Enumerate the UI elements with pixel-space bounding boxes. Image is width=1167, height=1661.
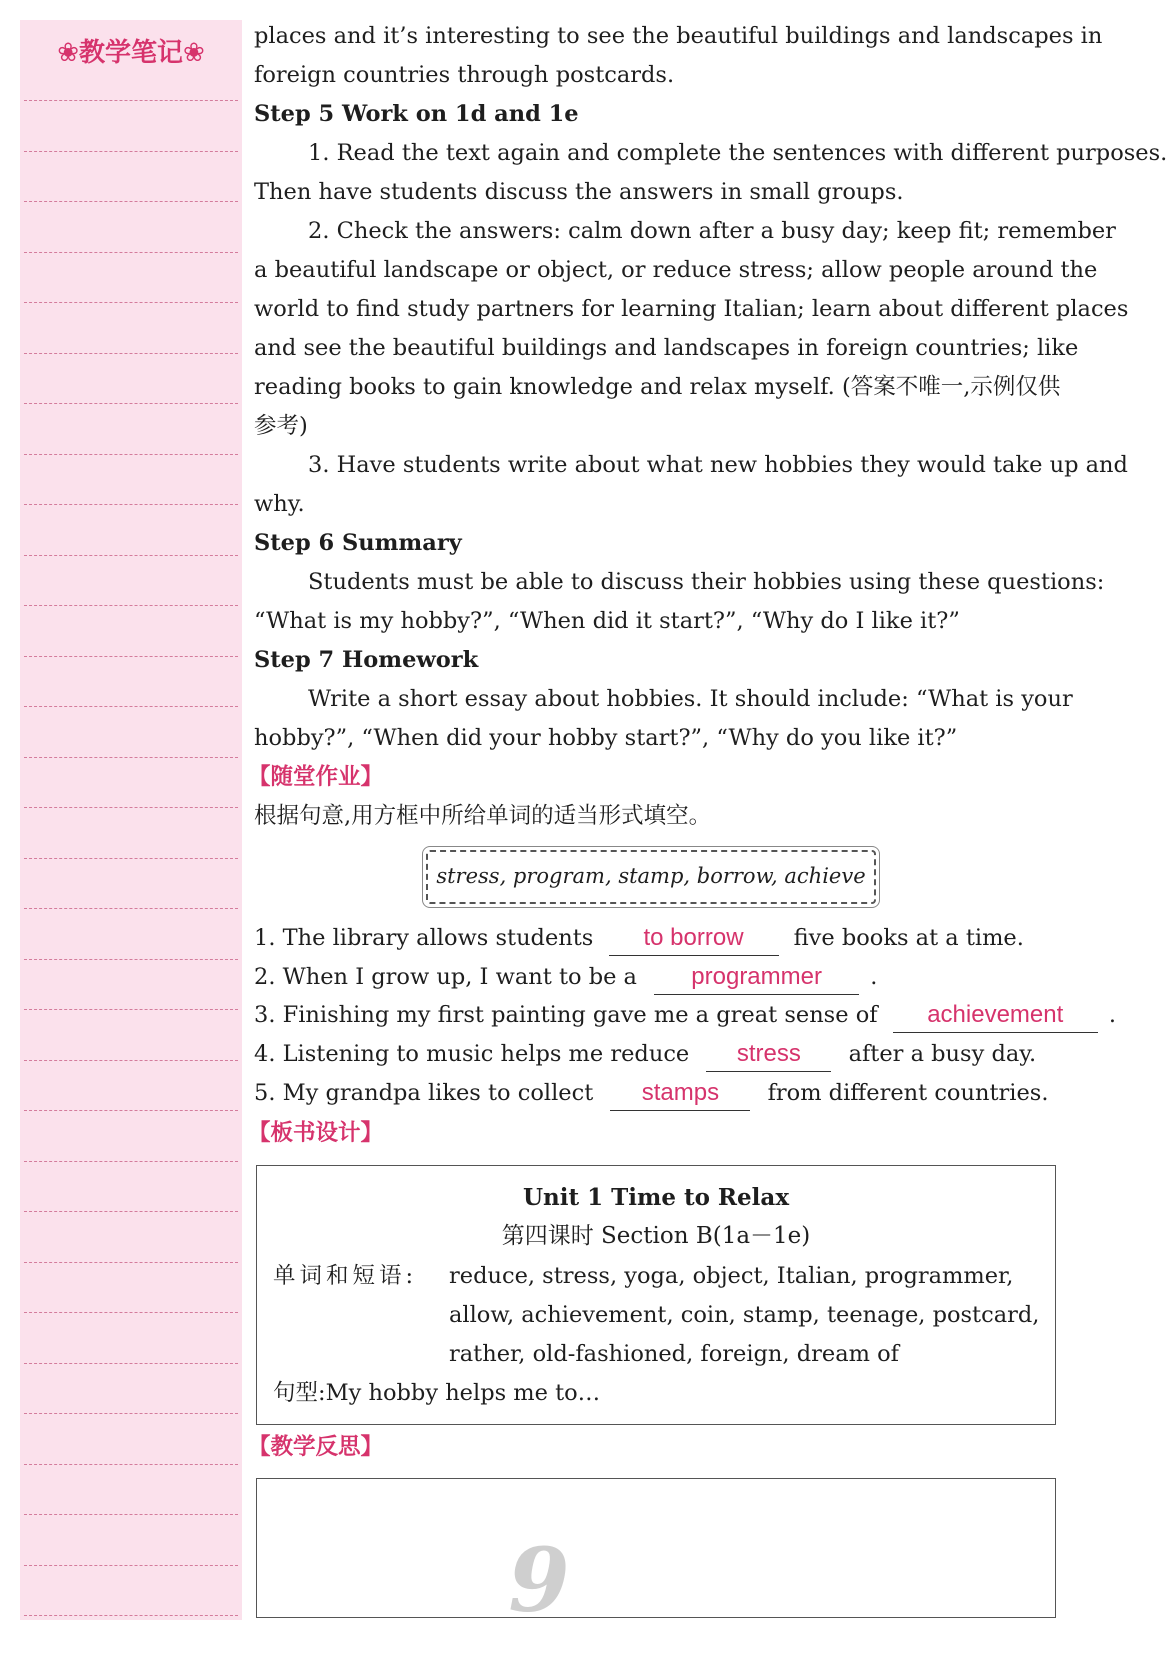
- question-text: 3. Finishing my first painting gave me a great sense of: [254, 1002, 878, 1028]
- notes-rule-line: [24, 1565, 238, 1566]
- answer-blank: stamps: [610, 1076, 750, 1111]
- text-line: world to find study partners for learning Italian; learn about different places: [254, 296, 1129, 322]
- answer-blank: programmer: [654, 960, 859, 995]
- question-text: .: [1108, 1002, 1117, 1028]
- question-4: [254, 1034, 1036, 1074]
- board-design-box: [256, 1165, 1056, 1425]
- question-5: [254, 1073, 1048, 1113]
- step-heading: Step 5 Work on 1d and 1e: [254, 101, 579, 127]
- notes-rule-line: [24, 605, 238, 606]
- notes-title: ❀教学笔记❀: [57, 38, 205, 68]
- notes-rule-line: [24, 100, 238, 101]
- notes-rule-line: [24, 1262, 238, 1263]
- text-line: Students must be able to discuss their hobbies using these questions:: [308, 569, 1105, 595]
- text-line: 3. Have students write about what new hobbies they would take up and: [308, 452, 1128, 478]
- notes-rule-line: [24, 504, 238, 505]
- notes-column: [20, 20, 242, 1620]
- notes-rule-line: [24, 1110, 238, 1111]
- text-line: why.: [254, 491, 305, 517]
- notes-rule-line: [24, 252, 238, 253]
- homework-label: 【随堂作业】: [248, 764, 384, 790]
- vocab-line: allow, achievement, coin, stamp, teenage, postcard,: [449, 1302, 1040, 1328]
- homework-instruction: 根据句意,用方框中所给单词的适当形式填空。: [254, 803, 712, 829]
- notes-rule-line: [24, 302, 238, 303]
- reflection-box: [256, 1478, 1056, 1618]
- notes-rule-line: [24, 858, 238, 859]
- step-heading: Step 6 Summary: [254, 530, 462, 556]
- text-line: places and it’s interesting to see the beautiful buildings and landscapes in: [254, 23, 1103, 49]
- notes-rule-line: [24, 1060, 238, 1061]
- answer-blank: stress: [706, 1037, 831, 1072]
- board-title: Unit 1 Time to Relax: [522, 1184, 790, 1211]
- notes-rule-line: [24, 1464, 238, 1465]
- vocab-line: rather, old-fashioned, foreign, dream of: [449, 1341, 899, 1367]
- question-1: [254, 918, 1024, 958]
- text-line: Write a short essay about hobbies. It should include: “What is your: [308, 686, 1073, 712]
- notes-rule-line: [24, 403, 238, 404]
- answer-blank: achievement: [893, 998, 1098, 1033]
- text-line: foreign countries through postcards.: [254, 62, 675, 88]
- notes-rule-line: [24, 1009, 238, 1010]
- notes-rule-line: [24, 656, 238, 657]
- text-line: reading books to gain knowledge and relax myself. (答案不唯一,示例仅供: [254, 374, 1061, 400]
- step-heading: Step 7 Homework: [254, 647, 479, 673]
- notes-rule-line: [24, 1363, 238, 1364]
- board-label: 【板书设计】: [248, 1120, 384, 1146]
- notes-rule-line: [24, 1413, 238, 1414]
- notes-rule-line: [24, 1211, 238, 1212]
- question-text: five books at a time.: [793, 925, 1024, 951]
- notes-rule-line: [24, 353, 238, 354]
- sentence-pattern: 句型:My hobby helps me to…: [273, 1380, 601, 1406]
- text-line: a beautiful landscape or object, or reduce stress; allow people around the: [254, 257, 1098, 283]
- answer-blank: to borrow: [609, 921, 779, 956]
- question-text: 2. When I grow up, I want to be a: [254, 964, 637, 990]
- text-line: 1. Read the text again and complete the sentences with different purposes.: [308, 140, 1167, 166]
- notes-rule-line: [24, 1514, 238, 1515]
- page-number: 9: [508, 1528, 570, 1632]
- notes-rule-line: [24, 555, 238, 556]
- vocab-line: reduce, stress, yoga, object, Italian, programmer,: [449, 1263, 1014, 1289]
- notes-rule-line: [24, 807, 238, 808]
- question-text: from different countries.: [767, 1080, 1049, 1106]
- word-box: stress, program, stamp, borrow, achieve: [426, 850, 876, 904]
- text-line: “What is my hobby?”, “When did it start?”, “Why do I like it?”: [254, 608, 960, 634]
- question-2: [254, 957, 877, 997]
- text-line: 参考): [254, 413, 308, 439]
- text-line: 2. Check the answers: calm down after a busy day; keep fit; remember: [308, 218, 1116, 244]
- notes-rule-line: [24, 1312, 238, 1313]
- question-3: [254, 995, 1116, 1035]
- question-text: 1. The library allows students: [254, 925, 594, 951]
- notes-rule-line: [24, 908, 238, 909]
- notes-rule-line: [24, 706, 238, 707]
- notes-rule-line: [24, 151, 238, 152]
- vocab-label: 单词和短语:: [273, 1263, 418, 1289]
- notes-rule-line: [24, 454, 238, 455]
- text-line: hobby?”, “When did your hobby start?”, “Why do you like it?”: [254, 725, 958, 751]
- notes-rule-line: [24, 1615, 238, 1616]
- notes-rule-line: [24, 201, 238, 202]
- question-text: 5. My grandpa likes to collect: [254, 1080, 594, 1106]
- reflection-label: 【教学反思】: [248, 1434, 384, 1460]
- question-text: .: [870, 964, 878, 990]
- notes-rule-line: [24, 757, 238, 758]
- question-text: 4. Listening to music helps me reduce: [254, 1041, 690, 1067]
- question-text: after a busy day.: [848, 1041, 1037, 1067]
- notes-rule-line: [24, 1161, 238, 1162]
- board-subtitle: 第四课时 Section B(1a－1e): [501, 1223, 811, 1249]
- notes-rule-line: [24, 959, 238, 960]
- text-line: and see the beautiful buildings and landscapes in foreign countries; like: [254, 335, 1079, 361]
- text-line: Then have students discuss the answers in small groups.: [254, 179, 904, 205]
